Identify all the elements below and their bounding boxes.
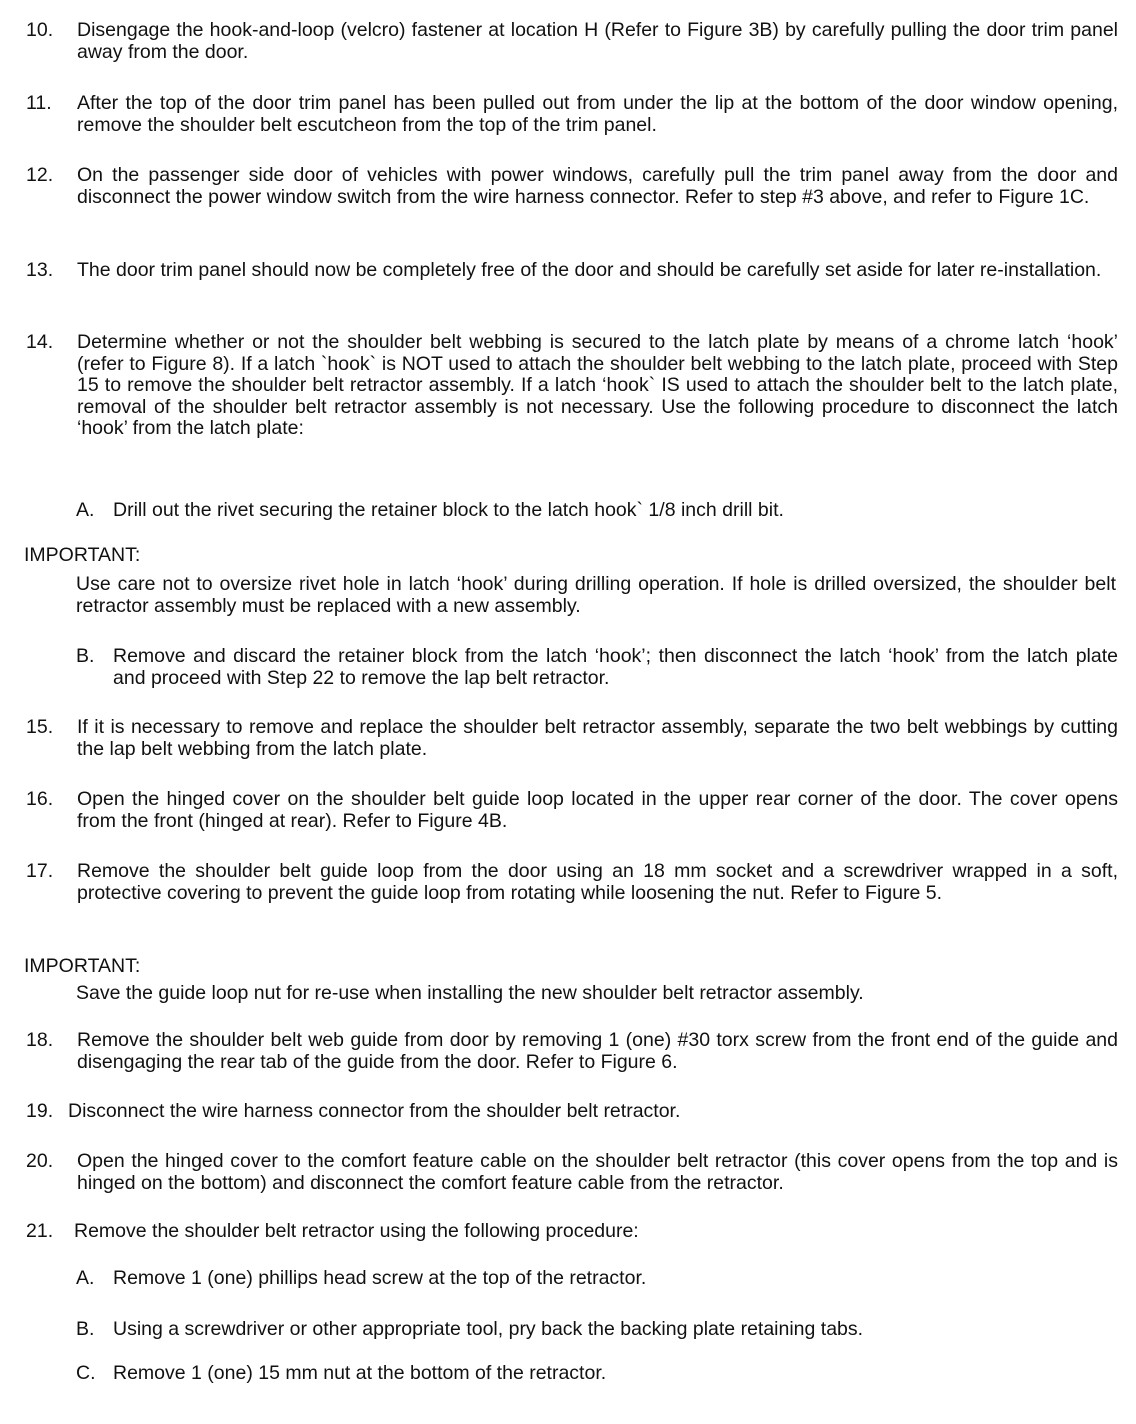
important-label: IMPORTANT: — [24, 544, 141, 566]
step-number: 15. — [26, 716, 54, 738]
step-number: 11. — [26, 92, 52, 114]
step-number: 12. — [26, 164, 54, 186]
step-text: Open the hinged cover to the comfort feature cable on the shoulder belt retractor (this cover opens from the top and is hinged on the bottom) and disconnect the comfort feature cable from the retractor. — [77, 1150, 1118, 1194]
substep-21-b — [76, 1319, 1118, 1341]
substep-letter: C. — [76, 1362, 96, 1384]
step-text: Remove the shoulder belt guide loop from the door using an 18 mm socket and a screwdriver wrapped in a soft, protective covering to prevent the guide loop from rotating while loosening the nut. Refer to Figure 5. — [77, 860, 1118, 904]
step-text: Disengage the hook-and-loop (velcro) fastener at location H (Refer to Figure 3B) by carefully pulling the door trim panel away from the door. — [77, 19, 1118, 63]
step-number: 19. — [26, 1100, 54, 1122]
substep-letter: B. — [76, 645, 95, 667]
step-number: 17. — [26, 860, 54, 882]
substep-21-a — [76, 1268, 1118, 1290]
substep-text: Remove 1 (one) 15 mm nut at the bottom of the retractor. — [113, 1362, 607, 1384]
step-13 — [26, 260, 1118, 282]
step-text: On the passenger side door of vehicles with power windows, carefully pull the trim panel away from the door and disconnect the power window switch from the wire harness connector. Refer to step #3 above, and refer to Figure 1C. — [77, 164, 1118, 208]
step-15 — [26, 717, 1118, 760]
step-text: Remove the shoulder belt retractor using the following procedure: — [74, 1220, 639, 1242]
step-number: 14. — [26, 331, 54, 353]
step-16 — [26, 789, 1118, 832]
important-label: IMPORTANT: — [24, 955, 141, 977]
step-text: Disconnect the wire harness connector from the shoulder belt retractor. — [68, 1100, 681, 1122]
step-text: Determine whether or not the shoulder belt webbing is secured to the latch plate by means of a chrome latch ‘hook’ (refer to Figure 8). If a latch `hook` is NOT used to attach the shoulder belt webbing to the latch plate, proceed with Step 15 to remove the shoulder belt retractor assembly. If a latch ‘hook` IS used to attach the shoulder belt to the latch plate, removal of the shoulder belt retractor assembly is not necessary. Use the following procedure to disconnect the latch ‘hook’ from the latch plate: — [77, 331, 1118, 439]
step-text: Open the hinged cover on the shoulder belt guide loop located in the upper rear corner of the door. The cover opens from the front (hinged at rear). Refer to Figure 4B. — [77, 788, 1118, 832]
step-18 — [26, 1030, 1118, 1073]
step-10 — [26, 20, 1118, 63]
step-number: 21. — [26, 1220, 54, 1242]
step-number: 16. — [26, 788, 54, 810]
substep-21-c — [76, 1363, 1118, 1385]
step-20 — [26, 1151, 1118, 1194]
step-text: Remove the shoulder belt web guide from door by removing 1 (one) #30 torx screw from the front end of the guide and disengaging the rear tab of the guide from the door. Refer to Figure 6. — [77, 1029, 1118, 1073]
step-11 — [26, 93, 1118, 136]
step-number: 13. — [26, 259, 54, 281]
step-19 — [26, 1101, 1118, 1123]
substep-text: Using a screwdriver or other appropriate tool, pry back the backing plate retaining tabs. — [113, 1318, 864, 1340]
substep-text: Remove 1 (one) phillips head screw at the top of the retractor. — [113, 1267, 647, 1289]
step-12 — [26, 165, 1118, 208]
substep-text: Remove and discard the retainer block from the latch ‘hook’; then disconnect the latch ‘hook’ from the latch plate and proceed with Step 22 to remove the lap belt retractor. — [113, 645, 1118, 689]
important-note: Use care not to oversize rivet hole in latch ‘hook’ during drilling operation. If hole is drilled oversized, the shoulder belt retractor assembly must be replaced with a new assembly. — [76, 573, 1116, 617]
important-note: Save the guide loop nut for re-use when installing the new shoulder belt retractor assembly. — [76, 982, 864, 1004]
step-text: The door trim panel should now be completely free of the door and should be carefully set aside for later re-installation. — [77, 259, 1102, 281]
substep-14-a — [76, 500, 1118, 522]
step-14 — [26, 332, 1118, 440]
substep-letter: A. — [76, 1267, 95, 1289]
substep-text: Drill out the rivet securing the retainer block to the latch hook` 1/8 inch drill bit. — [113, 499, 784, 521]
step-number: 10. — [26, 19, 54, 41]
step-text: If it is necessary to remove and replace the shoulder belt retractor assembly, separate the two belt webbings by cutting the lap belt webbing from the latch plate. — [77, 716, 1118, 760]
step-number: 18. — [26, 1029, 54, 1051]
step-text: After the top of the door trim panel has been pulled out from under the lip at the bottom of the door window opening, remove the shoulder belt escutcheon from the top of the trim panel. — [77, 92, 1118, 136]
step-number: 20. — [26, 1150, 54, 1172]
step-17 — [26, 861, 1118, 904]
substep-letter: A. — [76, 499, 95, 521]
substep-14-b — [76, 646, 1118, 689]
step-21 — [26, 1221, 1118, 1243]
substep-letter: B. — [76, 1318, 95, 1340]
